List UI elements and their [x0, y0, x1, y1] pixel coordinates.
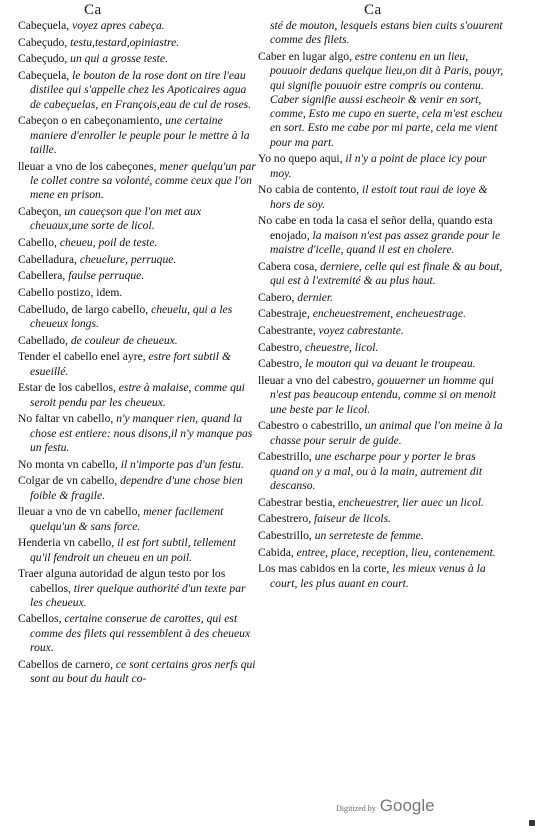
- entry-gloss: dependre d'une chose bien foible & fragile.: [30, 474, 243, 502]
- entry-gloss: un animal que l'on meine à la chasse pour seruir de guide.: [270, 419, 503, 447]
- entry-gloss: voyez apres cabeça.: [72, 19, 165, 32]
- dictionary-entry: [258, 341, 504, 355]
- dictionary-entry: [18, 612, 256, 655]
- entry-headword: Cabeçuela,: [18, 69, 73, 83]
- entry-headword: Cabeçon,: [18, 204, 65, 218]
- dictionary-entry: [18, 381, 256, 410]
- entry-gloss: certaine conserue de carottes, qui est comme des filets qui ressemblent à des cheueux roux.: [30, 612, 251, 655]
- dictionary-entry: [18, 205, 256, 234]
- entry-gloss: la maison n'est pas assez grande pour le maistre d'icelle, quand il est en cholere.: [270, 228, 501, 257]
- dictionary-entry: [18, 69, 256, 112]
- digitized-label: Digitized by: [336, 804, 376, 813]
- entry-gloss: estre à malaise, comme qui seroit pendu par les cheueux.: [30, 381, 245, 409]
- entry-gloss: gouuerner un homme qui n'est pas beaucoup entendu, comme si on menoit une beste par le licol.: [270, 374, 496, 416]
- entry-headword: Estar de los cabellos,: [18, 381, 119, 395]
- entry-headword: Cabellera,: [18, 269, 69, 283]
- dictionary-entry: [258, 50, 504, 150]
- entry-gloss: tirer quelque authorité d'un texte par les cheueux.: [30, 581, 246, 609]
- dictionary-entry: [18, 658, 256, 687]
- dictionary-entry: [18, 412, 256, 455]
- dictionary-entry: [18, 458, 256, 472]
- page-header: [0, 2, 549, 20]
- entry-headword: No monta vn cabello,: [18, 457, 121, 471]
- left-running-head: Ca: [84, 2, 102, 18]
- entry-headword: Cabellos,: [18, 612, 65, 626]
- entry-headword: Cabestrero,: [258, 512, 315, 526]
- dictionary-entry: [18, 160, 256, 203]
- entry-gloss: il n'importe pas d'un festu.: [120, 457, 244, 471]
- entry-headword: Cabestrillo,: [258, 450, 315, 464]
- entry-headword: No cabe en toda la casa el señor della, quando esta enojado,: [258, 214, 493, 242]
- dictionary-entry: [258, 357, 504, 371]
- dictionary-entry: [258, 562, 504, 591]
- dictionary-entry: [258, 183, 504, 212]
- entry-headword: No cabia de contento,: [258, 183, 362, 197]
- entry-headword: lleuar a vno de vn cabello,: [18, 505, 144, 519]
- entry-gloss: estre fort subtil & esueillé.: [30, 350, 231, 378]
- entry-gloss: sté de mouton, lesquels estans bien cuits s'ouurent comme des filets.: [270, 19, 503, 47]
- entry-gloss: cheuelu, qui a les cheueux longs.: [30, 302, 233, 330]
- entry-gloss: une escharpe pour y porter le bras quand on y a mal, ou à la main, autrement dit descanso.: [270, 450, 483, 492]
- entry-headword: Cabellos de carnero,: [18, 657, 116, 671]
- left-column: [18, 19, 256, 689]
- entry-headword: Cabellado,: [18, 333, 71, 347]
- entry-gloss: il est fort subtil, tellement qu'il fendroit un cheueu en un poil.: [30, 536, 236, 564]
- digitized-footer: [336, 796, 435, 816]
- entry-headword: Cabestrar bestia,: [258, 495, 339, 509]
- entry-headword: Cabello postizo, idem.: [18, 285, 123, 299]
- entry-headword: Cabestro,: [258, 357, 306, 371]
- entry-headword: Cabestraje,: [258, 307, 313, 321]
- entry-headword: Caber en lugar algo,: [258, 49, 355, 63]
- scan-edge-mark: [529, 820, 535, 826]
- dictionary-entry: [18, 350, 256, 379]
- dictionary-entry: [258, 546, 504, 560]
- entry-headword: Yo no quepo aqui,: [258, 152, 346, 166]
- entry-gloss: cheuelure, perruque.: [79, 252, 177, 266]
- dictionary-entry: [18, 269, 256, 283]
- entry-headword: Cabeçudo,: [18, 35, 71, 49]
- entry-headword: Los mas cabidos en la corte,: [258, 562, 393, 576]
- dictionary-entry: [18, 505, 256, 534]
- entry-headword: Cabelludo, de largo cabello,: [18, 302, 152, 316]
- dictionary-entry: [18, 474, 256, 503]
- entry-gloss: faulse perruque.: [68, 269, 145, 283]
- entry-gloss: faiseur de licols.: [314, 512, 391, 526]
- dictionary-entry: [258, 152, 504, 181]
- dictionary-entry: [258, 496, 504, 510]
- entry-gloss: cheueu, poil de teste.: [59, 235, 158, 249]
- entry-gloss: le bouton de la rose dont on tire l'eau distilee qui s'appelle chez les Apoticaires agua de cabeçuelas, en François,eau de cul de roses.: [30, 69, 252, 111]
- entry-gloss: il estoit tout raui de ioye & hors de soy.: [270, 183, 488, 211]
- entry-headword: Traer alguna autoridad de algun testo por los cabellos,: [18, 567, 226, 595]
- dictionary-entry: [18, 334, 256, 348]
- dictionary-entry: [258, 529, 504, 543]
- entry-gloss: testu,testard,opiniastre.: [70, 35, 180, 49]
- entry-gloss: encheuestrer, lier auec un licol.: [338, 495, 484, 509]
- dictionary-entry: [18, 52, 256, 66]
- entry-headword: Colgar de vn cabello,: [18, 474, 121, 488]
- dictionary-entry: [18, 19, 256, 33]
- entry-gloss: il n'y a point de place icy pour moy.: [270, 152, 487, 180]
- right-running-head: Ca: [364, 2, 382, 18]
- entry-gloss: un serreteste de femme.: [314, 529, 424, 543]
- entry-headword: Cabelladura,: [18, 252, 80, 266]
- dictionary-entry: [18, 236, 256, 250]
- right-column: [258, 19, 504, 593]
- dictionary-entry: [18, 253, 256, 267]
- dictionary-entry: [258, 512, 504, 526]
- dictionary-entry: [18, 36, 256, 50]
- dictionary-entry: [258, 214, 504, 257]
- entry-gloss: mener quelqu'un par le collet contre sa volonté, comme ceux que l'on mene en prison.: [30, 159, 256, 202]
- dictionary-entry: [18, 536, 256, 565]
- dictionary-entry: [18, 286, 256, 300]
- dictionary-entry: [258, 307, 504, 321]
- dictionary-entry: [258, 260, 504, 289]
- entry-gloss: une certaine maniere d'enroller le peuple pour le mettre à la taille.: [30, 114, 250, 156]
- entry-gloss: de couleur de cheueux.: [70, 333, 178, 347]
- entry-headword: lleuar a vno del cabestro,: [258, 374, 378, 388]
- entry-gloss: les mieux venus à la court, les plus auant en court.: [270, 562, 486, 590]
- entry-headword: Cabello,: [18, 235, 60, 249]
- dictionary-entry: [258, 19, 504, 48]
- entry-gloss: le mouton qui va deuant le troupeau.: [305, 357, 476, 371]
- entry-headword: Cabestro,: [258, 340, 306, 354]
- entry-headword: lleuar a vno de los cabeçones,: [18, 159, 160, 173]
- entry-headword: Cabeçuela,: [18, 19, 73, 32]
- entry-headword: Henderia vn cabello,: [18, 536, 118, 550]
- entry-headword: Cabestrillo,: [258, 529, 315, 543]
- entry-headword: Cabestrante,: [258, 324, 319, 338]
- entry-headword: Cabeçudo,: [18, 52, 71, 66]
- entry-gloss: estre contenu en un lieu, pouuoir dedans quelque lieu,on dit à Paris, pouyr, qui signifie pouuoir estre compris ou contenu. Caber signifie aussi escheoir & venir en sort, comme, Esto me cupo en suerte, cela m'est escheu en sort. Esto me cabe por mi parte, cela me vient pour ma part.: [270, 49, 504, 149]
- entry-gloss: dernier.: [297, 290, 334, 304]
- dictionary-entry: [258, 324, 504, 338]
- entry-headword: Cabera cosa,: [258, 259, 321, 273]
- entry-headword: Cabestro o cabestrillo,: [258, 419, 365, 433]
- dictionary-entry: [18, 114, 256, 157]
- entry-headword: No faltar vn cabello,: [18, 412, 117, 426]
- dictionary-entry: [258, 419, 504, 448]
- entry-gloss: voyez cabrestante.: [318, 324, 404, 338]
- entry-headword: Cabida,: [258, 545, 297, 559]
- dictionary-entry: [18, 567, 256, 610]
- google-logo: Google: [379, 796, 435, 815]
- entry-gloss: ce sont certains gros nerfs qui sont au bout du hault co-: [30, 657, 256, 686]
- entry-gloss: entree, place, reception, lieu, contenement.: [296, 545, 496, 559]
- entry-headword: Cabero,: [258, 290, 298, 304]
- dictionary-entry: [258, 291, 504, 305]
- dictionary-entry: [258, 450, 504, 493]
- dictionary-entry: [18, 303, 256, 332]
- entry-gloss: un qui a grosse teste.: [70, 52, 168, 66]
- entry-gloss: n'y manquer rien, quand la chose est entiere: nous disons,il n'y manque pas un festu.: [30, 412, 253, 454]
- entry-gloss: derniere, celle qui est finale & au bout, qui est à l'extremité & au plus haut.: [270, 259, 503, 287]
- entry-gloss: encheuestrement, encheuestrage.: [312, 307, 466, 321]
- entry-gloss: un caueçson que l'on met aux cheuaux,une sorte de licol.: [30, 204, 202, 233]
- dictionary-entry: [258, 374, 504, 417]
- entry-headword: Cabeçon o en cabeçonamiento,: [18, 114, 166, 128]
- entry-gloss: cheuestre, licol.: [305, 340, 379, 354]
- entry-gloss: mener facilement quelqu'un & sans force.: [30, 505, 224, 533]
- entry-headword: Tender el cabello enel ayre,: [18, 350, 149, 364]
